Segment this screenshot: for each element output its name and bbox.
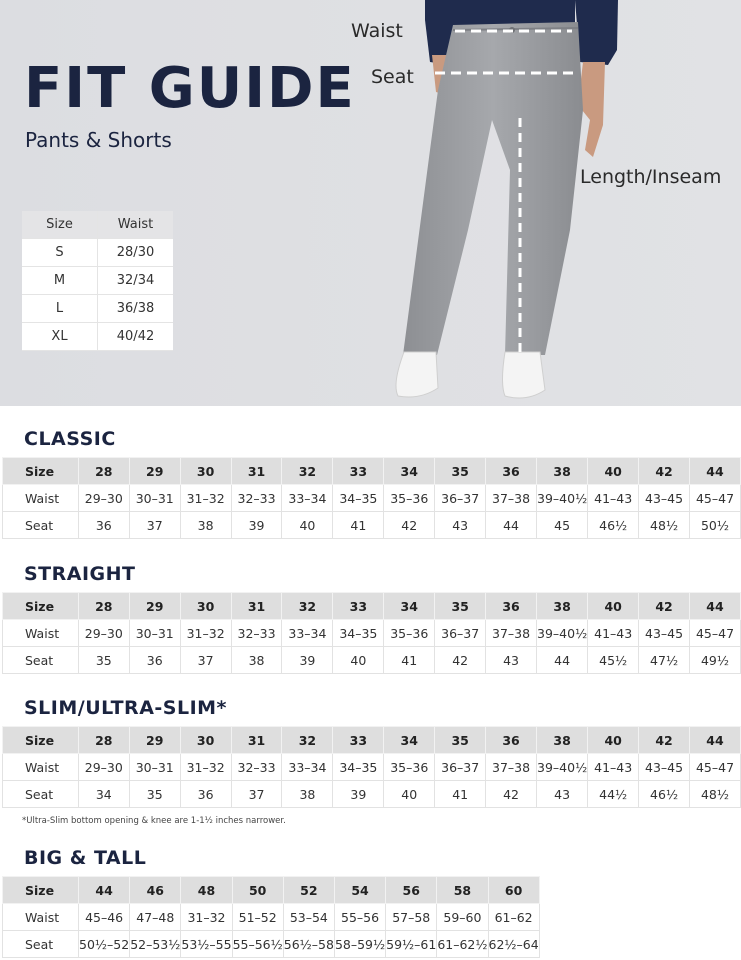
cell: 38 xyxy=(180,512,231,539)
table-row xyxy=(3,620,741,647)
table-row xyxy=(3,781,741,808)
cell: 43–45 xyxy=(639,754,690,781)
cell: 58–59½ xyxy=(334,931,385,958)
table-header-row xyxy=(3,458,741,485)
cell: 34–35 xyxy=(333,754,384,781)
cell: 47½ xyxy=(639,647,690,674)
cell: 31 xyxy=(231,458,282,485)
cell: 52 xyxy=(283,877,334,904)
pants-model-photo xyxy=(380,0,741,406)
cell: 31–32 xyxy=(180,620,231,647)
cell: 43–45 xyxy=(639,620,690,647)
cell: 41 xyxy=(435,781,486,808)
page-title: FIT GUIDE xyxy=(24,56,356,121)
cell: 29–30 xyxy=(78,754,129,781)
table-header-row xyxy=(3,593,741,620)
cell: 52–53½ xyxy=(130,931,181,958)
cell: 31–32 xyxy=(180,754,231,781)
cell: 49½ xyxy=(690,647,741,674)
cell: 39–40½ xyxy=(537,485,588,512)
cell: 29–30 xyxy=(78,485,129,512)
cell: 32 xyxy=(282,593,333,620)
cell: 53½–55 xyxy=(181,931,232,958)
cell: 42 xyxy=(435,647,486,674)
cell: 38 xyxy=(537,593,588,620)
cell: XL xyxy=(22,323,98,351)
cell: 51–52 xyxy=(232,904,283,931)
cell: 42 xyxy=(384,512,435,539)
cell: 38 xyxy=(537,458,588,485)
cell: 41–43 xyxy=(588,754,639,781)
table-row xyxy=(3,904,540,931)
cell: 50½ xyxy=(690,512,741,539)
cell: 48½ xyxy=(639,512,690,539)
cell: 40 xyxy=(588,458,639,485)
basic-size-table xyxy=(22,211,173,351)
cell: 40 xyxy=(282,512,333,539)
cell: 29 xyxy=(129,727,180,754)
cell: 45–46 xyxy=(79,904,130,931)
hero-banner xyxy=(0,0,741,406)
table-row xyxy=(22,295,173,323)
row-label: Seat xyxy=(3,512,79,539)
cell: 32–33 xyxy=(231,485,282,512)
cell: 37–38 xyxy=(486,754,537,781)
row-label: Seat xyxy=(3,931,79,958)
cell: 46 xyxy=(130,877,181,904)
cell: 35 xyxy=(435,458,486,485)
cell: 40 xyxy=(384,781,435,808)
cell: 36 xyxy=(129,647,180,674)
cell: 61–62½ xyxy=(437,931,488,958)
cell: 39 xyxy=(282,647,333,674)
cell: S xyxy=(22,239,98,267)
section-title-big-tall: BIG & TALL xyxy=(24,847,147,869)
cell: 29 xyxy=(129,593,180,620)
cell: 32–33 xyxy=(231,620,282,647)
cell: 58 xyxy=(437,877,488,904)
section-title-classic: CLASSIC xyxy=(24,428,116,450)
cell: 36 xyxy=(78,512,129,539)
cell: 44 xyxy=(537,647,588,674)
table-row xyxy=(3,512,741,539)
cell: 30 xyxy=(180,727,231,754)
table-header-row xyxy=(3,877,540,904)
seat-label: Seat xyxy=(371,66,414,88)
cell: 30–31 xyxy=(129,485,180,512)
cell: 31–32 xyxy=(181,904,232,931)
cell: 34 xyxy=(384,727,435,754)
cell: 43 xyxy=(537,781,588,808)
cell: 31 xyxy=(231,593,282,620)
cell: 28 xyxy=(78,593,129,620)
cell: 35 xyxy=(435,593,486,620)
cell: 36 xyxy=(486,593,537,620)
cell: 41 xyxy=(333,512,384,539)
cell: 39 xyxy=(333,781,384,808)
cell: 42 xyxy=(486,781,537,808)
length-inseam-label: Length/Inseam xyxy=(580,166,722,188)
cell: 54 xyxy=(334,877,385,904)
cell: 29 xyxy=(129,458,180,485)
cell: 45 xyxy=(537,512,588,539)
row-label: Seat xyxy=(3,647,79,674)
cell: 38 xyxy=(537,727,588,754)
cell: 57–58 xyxy=(386,904,437,931)
cell: 30–31 xyxy=(129,620,180,647)
cell: 48½ xyxy=(690,781,741,808)
cell: 44 xyxy=(690,593,741,620)
page-subtitle: Pants & Shorts xyxy=(25,128,172,152)
cell: 46½ xyxy=(588,512,639,539)
cell: 55–56 xyxy=(334,904,385,931)
cell: 44 xyxy=(486,512,537,539)
cell: 33 xyxy=(333,727,384,754)
cell: 32–33 xyxy=(231,754,282,781)
cell: 40/42 xyxy=(98,323,174,351)
cell: 45–47 xyxy=(690,620,741,647)
section-title-slim: SLIM/ULTRA-SLIM* xyxy=(24,697,227,719)
cell: 44½ xyxy=(588,781,639,808)
cell: 56½–58 xyxy=(283,931,334,958)
section-title-straight: STRAIGHT xyxy=(24,563,136,585)
cell: 47–48 xyxy=(130,904,181,931)
cell: 38 xyxy=(282,781,333,808)
cell: 37 xyxy=(129,512,180,539)
row-label: Waist xyxy=(3,485,79,512)
cell: 34–35 xyxy=(333,485,384,512)
cell: 31 xyxy=(231,727,282,754)
cell: 32 xyxy=(282,458,333,485)
cell: 55–56½ xyxy=(232,931,283,958)
cell: 45–47 xyxy=(690,754,741,781)
cell: 50 xyxy=(232,877,283,904)
cell: 36 xyxy=(486,727,537,754)
cell: 36 xyxy=(180,781,231,808)
cell: 28 xyxy=(78,727,129,754)
table-row xyxy=(3,647,741,674)
cell: 35–36 xyxy=(384,620,435,647)
cell: 30–31 xyxy=(129,754,180,781)
cell: 37–38 xyxy=(486,620,537,647)
cell: 35 xyxy=(78,647,129,674)
cell: 35 xyxy=(129,781,180,808)
row-label: Waist xyxy=(3,754,79,781)
header-cell: Size xyxy=(22,211,98,239)
table-row xyxy=(3,485,741,512)
cell: 36–37 xyxy=(435,754,486,781)
cell: 32 xyxy=(282,727,333,754)
cell: 39–40½ xyxy=(537,620,588,647)
cell: 43–45 xyxy=(639,485,690,512)
cell: 48 xyxy=(181,877,232,904)
row-label: Size xyxy=(3,877,79,904)
cell: 29–30 xyxy=(78,620,129,647)
cell: 37–38 xyxy=(486,485,537,512)
waist-label: Waist xyxy=(351,20,403,42)
cell: 41–43 xyxy=(588,620,639,647)
table-row xyxy=(3,754,741,781)
cell: 60 xyxy=(488,877,539,904)
cell: 46½ xyxy=(639,781,690,808)
cell: 30 xyxy=(180,458,231,485)
cell: 32/34 xyxy=(98,267,174,295)
table-header-row xyxy=(22,211,173,239)
cell: 42 xyxy=(639,593,690,620)
classic-size-table xyxy=(2,457,741,539)
row-label: Size xyxy=(3,727,79,754)
cell: 35–36 xyxy=(384,754,435,781)
cell: 45½ xyxy=(588,647,639,674)
cell: 50½–52 xyxy=(79,931,130,958)
table-row xyxy=(22,239,173,267)
ultra-slim-footnote: *Ultra-Slim bottom opening & knee are 1-1½ inches narrower. xyxy=(22,816,286,826)
cell: 44 xyxy=(79,877,130,904)
cell: 44 xyxy=(690,458,741,485)
cell: 42 xyxy=(639,458,690,485)
cell: 37 xyxy=(180,647,231,674)
header-cell: Waist xyxy=(98,211,174,239)
row-label: Size xyxy=(3,593,79,620)
cell: 45–47 xyxy=(690,485,741,512)
cell: 34–35 xyxy=(333,620,384,647)
cell: 34 xyxy=(78,781,129,808)
cell: 28 xyxy=(78,458,129,485)
cell: 33–34 xyxy=(282,620,333,647)
cell: 33–34 xyxy=(282,485,333,512)
cell: 37 xyxy=(231,781,282,808)
cell: 44 xyxy=(690,727,741,754)
row-label: Waist xyxy=(3,620,79,647)
cell: 31–32 xyxy=(180,485,231,512)
cell: 42 xyxy=(639,727,690,754)
table-row xyxy=(22,267,173,295)
cell: 34 xyxy=(384,593,435,620)
cell: 33–34 xyxy=(282,754,333,781)
cell: L xyxy=(22,295,98,323)
cell: 38 xyxy=(231,647,282,674)
cell: 34 xyxy=(384,458,435,485)
cell: 36/38 xyxy=(98,295,174,323)
cell: 35–36 xyxy=(384,485,435,512)
cell: M xyxy=(22,267,98,295)
cell: 39–40½ xyxy=(537,754,588,781)
row-label: Size xyxy=(3,458,79,485)
cell: 35 xyxy=(435,727,486,754)
straight-size-table xyxy=(2,592,741,674)
cell: 61–62 xyxy=(488,904,539,931)
slim-size-table xyxy=(2,726,741,808)
cell: 33 xyxy=(333,458,384,485)
cell: 62½–64 xyxy=(488,931,539,958)
big-tall-size-table xyxy=(2,876,540,958)
row-label: Waist xyxy=(3,904,79,931)
cell: 30 xyxy=(180,593,231,620)
cell: 36 xyxy=(486,458,537,485)
cell: 39 xyxy=(231,512,282,539)
table-row xyxy=(22,323,173,351)
cell: 43 xyxy=(486,647,537,674)
cell: 28/30 xyxy=(98,239,174,267)
table-row xyxy=(3,931,540,958)
cell: 41 xyxy=(384,647,435,674)
table-header-row xyxy=(3,727,741,754)
cell: 40 xyxy=(333,647,384,674)
cell: 40 xyxy=(588,727,639,754)
cell: 40 xyxy=(588,593,639,620)
cell: 56 xyxy=(386,877,437,904)
cell: 53–54 xyxy=(283,904,334,931)
cell: 33 xyxy=(333,593,384,620)
cell: 36–37 xyxy=(435,620,486,647)
cell: 59–60 xyxy=(437,904,488,931)
cell: 43 xyxy=(435,512,486,539)
cell: 41–43 xyxy=(588,485,639,512)
row-label: Seat xyxy=(3,781,79,808)
cell: 59½–61 xyxy=(386,931,437,958)
cell: 36–37 xyxy=(435,485,486,512)
